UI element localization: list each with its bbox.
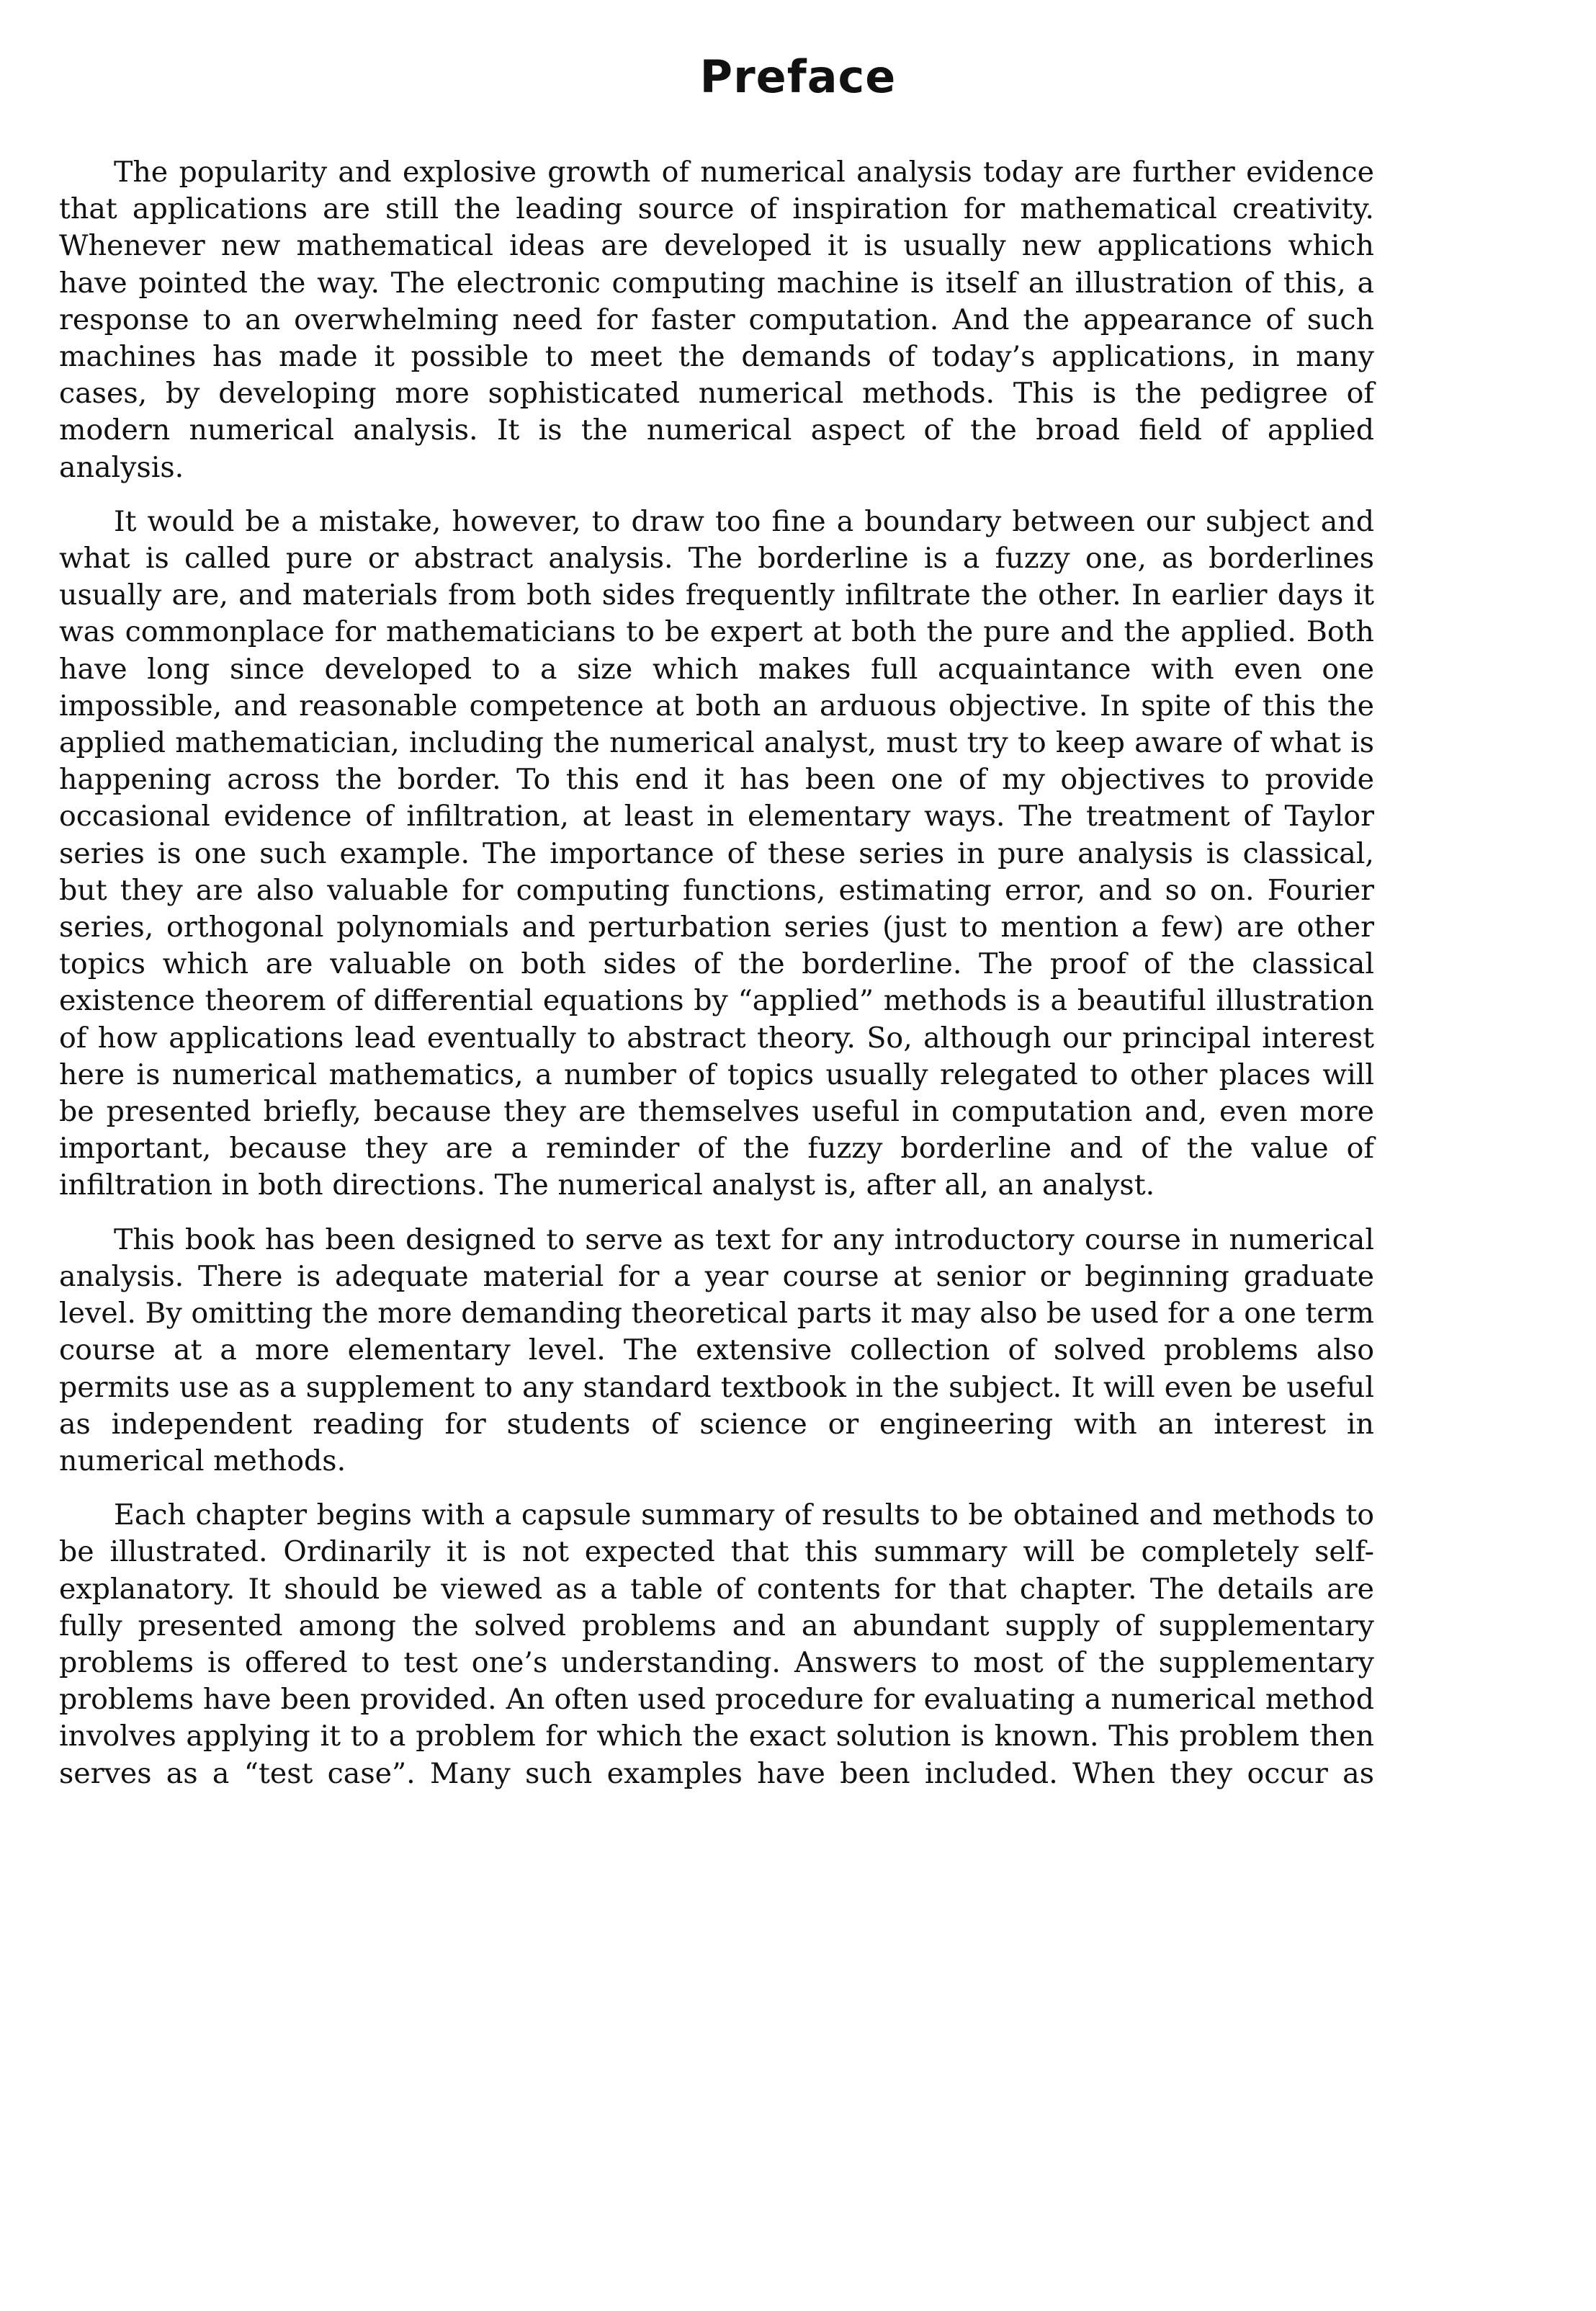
page-title: Preface — [699, 50, 897, 103]
paragraph-1: The popularity and explosive growth of numerical analysis today are further evidence that applications are still the leading source of inspiration for mathematical creativity. Whenever new mathematical ideas are developed it is usually new applications which have pointed the way. The electronic computing machine is itself an illustration of this, a response to an overwhelming need for faster computation. And the appearance of such machines has made it possible to meet the demands of today’s applications, in many cases, by developing more sophisticated numerical methods. This is the pedigree of modern numerical analysis. It is the numerical aspect of the broad field of applied analysis. — [59, 156, 1374, 484]
paragraph-4: Each chapter begins with a capsule summary of results to be obtained and methods to be illustrated. Ordinarily it is not expected that this summary will be completely self-explanatory. It should be viewed as a table of contents for that chapter. The details are fully presented among the solved problems and an abundant supply of supplementary problems is offered to test one’s understanding. Answers to most of the supplementary problems have been provided. An often used procedure for evaluating a numerical method involves applying it to a problem for which the exact solution is known. This problem then serves as a “test case”. Many such examples have been included. When they occur as — [59, 1498, 1374, 1790]
paragraph-3: This book has been designed to serve as text for any introductory course in numerical analysis. There is adequate material for a year course at senior or beginning graduate level. By omitting the more demanding theoretical parts it may also be used for a one term course at a more elementary level. The extensive collection of solved problems also permits use as a supplement to any standard textbook in the subject. It will even be useful as independent reading for students of science or engineering with an interest in numerical methods. — [59, 1222, 1374, 1478]
preface-body — [59, 154, 1374, 1810]
paragraph-2: It would be a mistake, however, to draw too fine a boundary between our subject and what is called pure or abstract analysis. The borderline is a fuzzy one, as borderlines usually are, and materials from both sides frequently infiltrate the other. In earlier days it was commonplace for mathematicians to be expert at both the pure and the applied. Both have long since developed to a size which makes full acquaintance with even one impossible, and reasonable competence at both an arduous objective. In spite of this the applied mathematician, including the numerical analyst, must try to keep aware of what is happening across the border. To this end it has been one of my objectives to provide occasional evidence of infiltration, at least in elementary ways. The treatment of Taylor series is one such example. The importance of these series in pure analysis is classical, but they are also valuable for computing functions, estimating error, and so on. Fourier series, orthogonal polynomials and perturbation series (just to mention a few) are other topics which are valuable on both sides of the borderline. The proof of the classical existence theorem of differential equations by “applied” methods is a beautiful illustration of how applications lead eventually to abstract theory. So, although our principal interest here is numerical mathematics, a number of topics usually relegated to other places will be presented briefly, because they are themselves useful in computation and, even more important, because they are a reminder of the fuzzy borderline and of the value of infiltration in both directions. The numerical analyst is, after all, an analyst. — [59, 504, 1374, 1202]
